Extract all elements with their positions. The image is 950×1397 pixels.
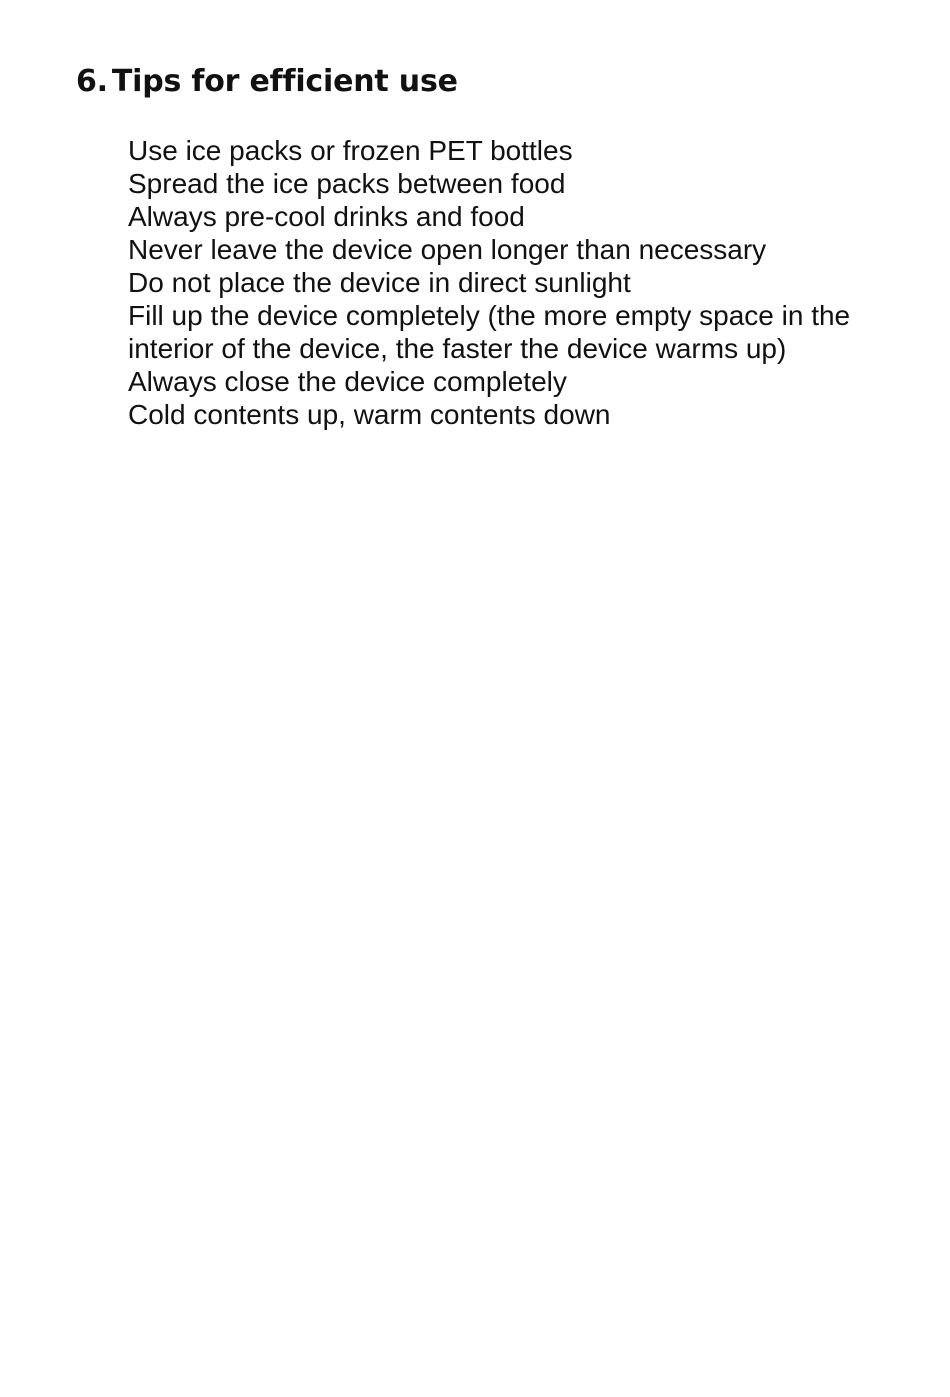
tip-item: Spread the ice packs between food: [128, 168, 566, 199]
tip-item: Do not place the device in direct sunlight: [128, 267, 631, 298]
tip-item: Fill up the device completely (the more empty space in the interior of the device, the faster the device warms up): [128, 300, 851, 364]
section-heading: [76, 60, 458, 104]
tip-item: Cold contents up, warm contents down: [128, 399, 611, 430]
tip-item: Never leave the device open longer than necessary: [128, 234, 767, 265]
tip-item: Always close the device completely: [128, 366, 567, 397]
section-number: 6.: [76, 64, 108, 99]
tip-item: Use ice packs or frozen PET bottles: [128, 135, 573, 166]
section-title: Tips for efficient use: [111, 64, 458, 99]
tips-list: [128, 134, 888, 431]
tip-item: Always pre-cool drinks and food: [128, 201, 525, 232]
